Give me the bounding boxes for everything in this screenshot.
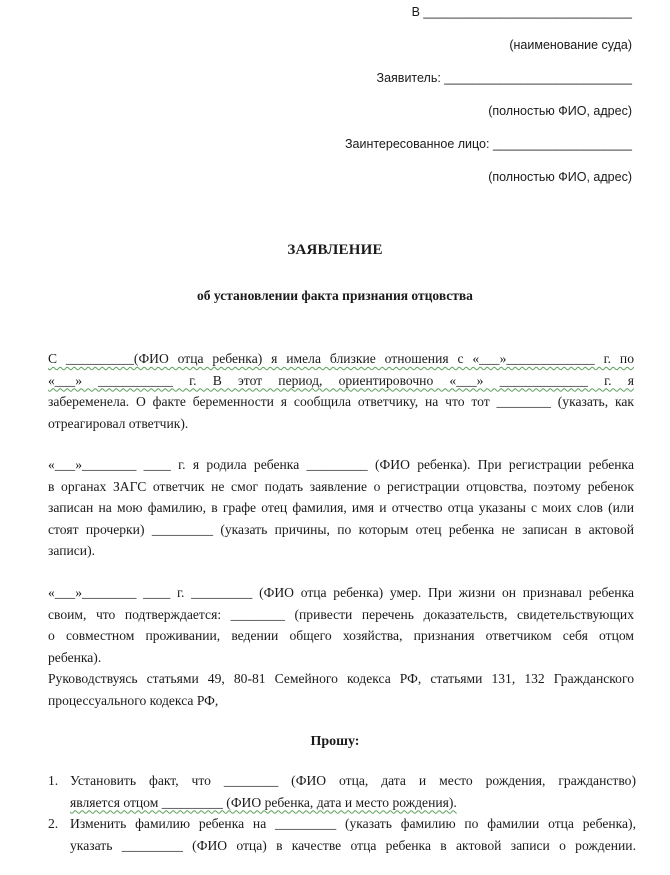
paragraph-line: записи). [48, 543, 96, 558]
list-item-line: Установить факт, что ________ (ФИО отца, дата и место рождения, гражданство) [70, 773, 636, 788]
paragraph-line: забеременела. О факте беременности я сообщила ответчику, на что тот ________ (указать, как [48, 394, 634, 409]
court-line: В ______________________________ [411, 5, 632, 19]
list-item [48, 770, 636, 813]
paragraph-line: процессуального кодекса РФ, [48, 692, 219, 708]
paragraph-line: Руководствуясь статьями 49, 80-81 Семейного кодекса РФ, статьями 131, 132 Гражданского [48, 671, 634, 686]
list-item-line: указать _________ (ФИО отца) в качестве отца ребенка в актовой записи о рождении. [70, 837, 636, 853]
paragraph-line: «___» ___________ г. В этот период, ориентировочно «___» _____________ г. я [48, 372, 634, 388]
paragraph-line: своим, что подтверждается: ________ (привести перечень доказательств, свидетельствующих [48, 606, 634, 622]
interested-party-hint: (полностью ФИО, адрес) [488, 170, 632, 184]
list-item-line: Изменить фамилию ребенка на _________ (указать фамилию по фамилии отца ребенка), [70, 816, 636, 831]
list-item-number: 1. [48, 773, 59, 788]
paragraph-relationship [48, 348, 634, 434]
paragraph-line: в органах ЗАГС ответчик не смог подать заявление о регистрации отцовства, поэтому ребенок [48, 478, 634, 494]
interested-party-line: Заинтересованное лицо: ____________________ [344, 137, 632, 151]
applicant-line: Заявитель: ___________________________ [376, 71, 632, 85]
paragraph-death-and-legal-basis [48, 582, 634, 711]
list-item-number: 2. [48, 816, 59, 831]
paragraph-line: «___»________ ____ г. _________ (ФИО отца ребенка) умер. При жизни он признавал ребенка [48, 585, 634, 600]
paragraph-line: «___»________ ____ г. я родила ребенка _________ (ФИО ребенка). При регистрации ребенка [48, 457, 634, 472]
request-list [48, 770, 636, 856]
list-item-line: является отцом _________ (ФИО ребенка, дата и место рождения). [70, 794, 457, 810]
request-heading: Прошу: [310, 734, 360, 749]
paragraph-line: стоят прочерки) _________ (указать причины, по которым отец ребенка не записан в актовой [48, 521, 634, 537]
paragraph-line: ребенка). [48, 649, 102, 665]
list-item [48, 813, 636, 856]
paragraph-line: записан на мою фамилию, в графе отец фамилия, имя и отчество отца указаны с моих слов (или [48, 500, 634, 515]
applicant-hint: (полностью ФИО, адрес) [488, 104, 632, 118]
document-subtitle: об установлении факта признания отцовства [197, 288, 473, 303]
paragraph-line: отреагировал ответчик). [48, 415, 189, 431]
document-title: ЗАЯВЛЕНИЕ [287, 242, 383, 258]
paragraph-birth [48, 454, 634, 562]
paragraph-line: о совместном проживании, ведении общего хозяйства, признания ответчиком себя отцом [48, 628, 634, 643]
court-hint: (наименование суда) [509, 38, 632, 52]
paragraph-line: С __________(ФИО отца ребенка) я имела близкие отношения с «___»_____________ г. по [48, 351, 634, 366]
